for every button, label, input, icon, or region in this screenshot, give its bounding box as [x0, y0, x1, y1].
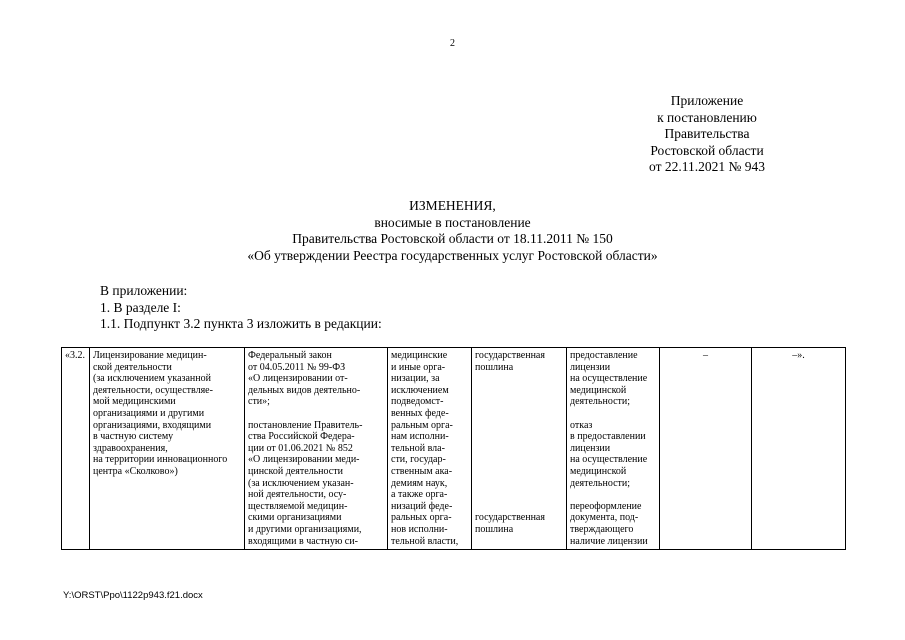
cell-col7: –	[660, 348, 752, 550]
cell-legal-basis	[245, 348, 388, 550]
page-number: 2	[450, 38, 455, 49]
cell-number	[62, 348, 90, 550]
table-row	[62, 348, 846, 550]
cell-text-line: деятельности;	[570, 396, 631, 408]
cell-text-line: государственная	[475, 350, 545, 361]
cell-text-line: скими организациями	[248, 512, 342, 524]
cell-text-line: отказ	[570, 419, 593, 431]
cell-text-line: деятельности;	[570, 477, 631, 489]
cell-text-line: Федеральный закон	[248, 350, 332, 361]
cell-text-line: ской деятельности	[93, 361, 172, 373]
cell-text-line: и иные орга-	[391, 361, 446, 373]
cell-text-line: мой медицинскими	[93, 396, 176, 408]
cell-text-line: цинской деятельности	[248, 465, 343, 477]
cell-text-line: переоформление	[570, 500, 642, 512]
cell-text-line: ществляемой медицин-	[248, 500, 348, 512]
cell-text-line: медицинские	[391, 350, 448, 361]
cell-col8: –».	[752, 348, 846, 550]
cell-text-line: наличие лицензии	[570, 535, 648, 547]
cell-text-line: от 04.05.2011 № 99-ФЗ	[248, 361, 346, 373]
cell-text-line: исключением	[391, 384, 449, 396]
cell-text-line: (за исключением указан-	[248, 477, 354, 489]
cell-text-line: на территории инновационного	[93, 454, 228, 466]
cell-text-line: и другими организациями,	[248, 523, 362, 535]
cell-text-line: подведомст-	[391, 396, 444, 408]
appendix-line: Ростовской области	[650, 142, 764, 158]
cell-text-line: а также орга-	[391, 489, 448, 501]
cell-text-line: медицинской	[570, 384, 627, 396]
cell-text-line: венных феде-	[391, 407, 449, 419]
cell-text-line: Лицензирование медицин-	[93, 350, 207, 361]
appendix-line: к постановлению	[657, 109, 757, 125]
cell-text-line: тверждающего	[570, 523, 634, 535]
cell-text-line: здравоохранения,	[93, 442, 168, 454]
cell-text-line: ральных орга-	[391, 512, 452, 524]
cell-text-line: нам исполни-	[391, 431, 449, 443]
cell-text-line: тельной власти,	[391, 535, 459, 547]
cell-text-line: ральным орга-	[391, 419, 453, 431]
cell-text-line: медицинской	[570, 465, 627, 477]
cell-text-line: на осуществление	[570, 373, 648, 385]
cell-text-line: низации, за	[391, 373, 440, 385]
cell-recipients	[388, 348, 472, 550]
cell-payment	[472, 348, 567, 550]
cell-text-line: государственная	[475, 512, 545, 524]
file-path-footer: Y:\ORST\Ppo\1122p943.f21.docx	[63, 590, 203, 601]
cell-text-line: низаций феде-	[391, 500, 453, 512]
cell-text-line: постановление Правитель-	[248, 419, 363, 431]
cell-text-line: «3.2.	[65, 350, 85, 361]
cell-text-line: ственным ака-	[391, 465, 453, 477]
cell-text-line: (за исключением указанной	[93, 373, 211, 385]
intro-line: В приложении:	[100, 283, 188, 298]
appendix-line: Приложение	[670, 93, 744, 108]
cell-text-line: ной деятельности, осу-	[248, 489, 347, 501]
intro-line: 1.1. Подпункт 3.2 пункта 3 изложить в редакции:	[100, 316, 382, 331]
cell-text-line: в предоставлении	[570, 431, 646, 443]
cell-text-line: центра «Сколково»)	[93, 465, 178, 477]
cell-service-name	[90, 348, 245, 550]
cell-results	[567, 348, 660, 550]
cell-text-line: дельных видов деятельно-	[248, 384, 361, 396]
cell-text-line: лицензии	[570, 361, 611, 373]
appendix-line: от 22.11.2021 № 943	[649, 159, 765, 174]
title-line: ИЗМЕНЕНИЯ,	[409, 198, 496, 213]
cell-text-line: документа, под-	[570, 512, 639, 524]
cell-text-line: пошлина	[475, 361, 514, 373]
cell-text-line: «О лицензировании меди-	[248, 454, 360, 466]
cell-text-line: тельной вла-	[391, 442, 445, 454]
title-line: вносимые в постановление	[374, 214, 531, 230]
cell-text-line: ства Российской Федера-	[248, 431, 355, 443]
cell-text-line: демиям наук,	[391, 477, 448, 489]
cell-text-line: пошлина	[475, 523, 514, 535]
cell-text-line: сти, государ-	[391, 454, 446, 466]
cell-text-line: сти»;	[248, 396, 270, 408]
cell-text-line: входящими в частную си-	[248, 535, 358, 547]
cell-text-line: ции от 01.06.2021 № 852	[248, 442, 353, 454]
cell-text-line: лицензии	[570, 442, 611, 454]
cell-text-line: «О лицензировании от-	[248, 373, 348, 385]
intro-line: 1. В разделе I:	[100, 299, 181, 315]
cell-text-line: деятельности, осуществляе-	[93, 384, 213, 396]
cell-text-line: в частную систему	[93, 431, 174, 443]
title-line: «Об утверждении Реестра государственных услуг Ростовской области»	[247, 247, 658, 263]
appendix-line: Правительства	[664, 126, 750, 141]
title-line: Правительства Ростовской области от 18.11.2011 № 150	[292, 231, 613, 246]
cell-text-line: на осуществление	[570, 454, 648, 466]
cell-text-line: организациями и другими	[93, 407, 205, 419]
cell-text-line: предоставление	[570, 350, 638, 361]
cell-text-line: организациями, входящими	[93, 419, 212, 431]
cell-text-line: нов исполни-	[391, 523, 448, 535]
changes-table	[61, 347, 846, 550]
